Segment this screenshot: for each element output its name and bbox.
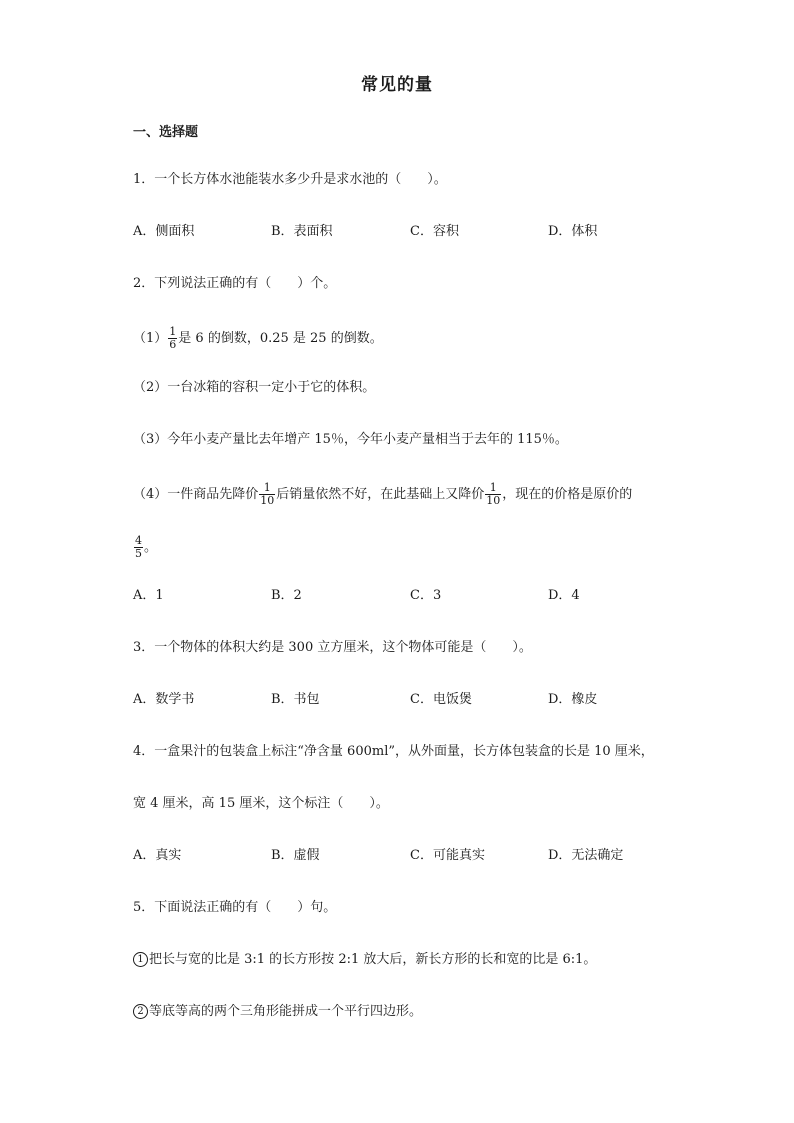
question-3-option-a: A．数学书 xyxy=(133,692,195,707)
statement-4-part-b: 后销量依然不好，在此基础上又降价 xyxy=(276,487,485,502)
question-4-text-line-1: 4．一盒果汁的包装盒上标注“净含量 600ml”，从外面量，长方体包装盒的长是 10 厘米， xyxy=(133,744,654,759)
question-2-statement-1 xyxy=(133,326,383,351)
question-1-option-c: C．容积 xyxy=(410,224,459,239)
question-2-statement-4 xyxy=(133,482,632,507)
fraction-one-tenth-first xyxy=(259,482,275,507)
fraction-numerator: 4 xyxy=(135,534,142,547)
fraction-denominator: 10 xyxy=(260,494,275,507)
question-4-text-line-2: 宽 4 厘米，高 15 厘米，这个标注（ ）。 xyxy=(133,796,389,811)
question-2-statement-2: （2）一台冰箱的容积一定小于它的体积。 xyxy=(133,380,376,395)
question-1-text: 1．一个长方体水池能装水多少升是求水池的（ ）。 xyxy=(133,172,447,187)
question-2-option-d: D．4 xyxy=(548,588,580,603)
question-1-options xyxy=(133,222,733,242)
question-1-option-b: B．表面积 xyxy=(271,224,333,239)
fraction-denominator: 6 xyxy=(169,338,177,351)
fraction-four-fifths xyxy=(134,535,143,560)
question-1-option-a: A．侧面积 xyxy=(133,224,195,239)
statement-4-part-a: （4）一件商品先降价 xyxy=(133,487,259,502)
question-2-option-a: A．1 xyxy=(133,588,164,603)
fraction-denominator: 10 xyxy=(486,494,501,507)
question-2-option-c: C．3 xyxy=(410,588,442,603)
question-4-option-b: B．虚假 xyxy=(271,848,320,863)
fraction-one-tenth-second xyxy=(485,482,501,507)
question-2-options xyxy=(133,586,733,606)
statement-1-text: 是 6 的倒数，0.25 是 25 的倒数。 xyxy=(178,331,383,346)
question-4-option-d: D．无法确定 xyxy=(548,848,624,863)
question-1-option-d: D．体积 xyxy=(548,224,598,239)
statement-1-text: 把长与宽的比是 3:1 的长方形按 2:1 放大后，新长方形的长和宽的比是 6:1。 xyxy=(149,952,597,967)
question-5-statement-1 xyxy=(133,950,596,970)
question-2-statement-3: （3）今年小麦产量比去年增产 15％，今年小麦产量相当于去年的 115％。 xyxy=(133,432,568,447)
fraction-numerator: 1 xyxy=(169,325,177,338)
circled-number-1: 1 xyxy=(133,952,148,967)
question-4-option-a: A．真实 xyxy=(133,848,182,863)
section-title: 一、选择题 xyxy=(133,125,199,140)
question-3-option-d: D．橡皮 xyxy=(548,692,598,707)
question-2-option-b: B．2 xyxy=(271,588,302,603)
page-title: 常见的量 xyxy=(361,75,433,95)
question-5-text: 5．下面说法正确的有（ ）句。 xyxy=(133,900,337,915)
statement-2-text: 等底等高的两个三角形能拼成一个平行四边形。 xyxy=(149,1004,423,1019)
question-4-options xyxy=(133,846,733,866)
question-3-option-b: B．书包 xyxy=(271,692,320,707)
question-4-option-c: C．可能真实 xyxy=(410,848,485,863)
statement-4-end: 。 xyxy=(144,540,158,555)
fraction-denominator: 5 xyxy=(135,547,142,560)
question-3-option-c: C．电饭煲 xyxy=(410,692,472,707)
question-2-statement-4-continued xyxy=(133,535,157,560)
fraction-numerator: 1 xyxy=(485,482,501,495)
question-3-text: 3．一个物体的体积大约是 300 立方厘米，这个物体可能是（ ）。 xyxy=(133,640,532,655)
statement-4-part-c: ，现在的价格是原价的 xyxy=(502,487,633,502)
fraction-one-sixth xyxy=(168,326,177,351)
statement-1-prefix: （1） xyxy=(133,331,168,346)
fraction-numerator: 1 xyxy=(259,482,275,495)
question-2-text: 2．下列说法正确的有（ ）个。 xyxy=(133,276,337,291)
circled-number-2: 2 xyxy=(133,1004,148,1019)
question-5-statement-2 xyxy=(133,1002,422,1022)
question-3-options xyxy=(133,690,733,710)
